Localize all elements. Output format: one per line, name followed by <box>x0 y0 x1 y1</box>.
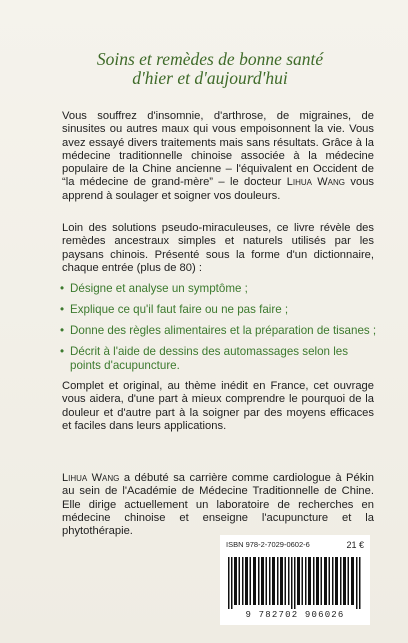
feature-list <box>60 282 380 380</box>
barcode-number: 9 782702 906026 <box>245 610 345 620</box>
intro-text-start: Vous souffrez d'insomnie, d'arthrose, de migraines, de sinusites ou autres maux qui vous empoisonnent la vie. Vous avez essayé divers traitements mais sans résultats. Grâce à la médecine traditionnelle chinoise associée à la médecine populaire de la Chine ancienne – l'équivalent en Occident de “la médecine de grand-mère” – le docteur <box>62 110 374 189</box>
feature-text: Décrit à l'aide de dessins des automassages selon les points d'acupuncture. <box>70 345 349 372</box>
isbn-text: ISBN 978-2-7029-0602-6 <box>226 540 310 549</box>
cover-title <box>40 50 380 88</box>
title-line-1: Soins et remèdes de bonne santé <box>96 49 324 69</box>
bullet-icon: • <box>60 324 65 337</box>
feature-text: Désigne et analyse un symptôme ; <box>70 282 248 295</box>
feature-item <box>60 345 380 373</box>
author-bio <box>62 472 374 538</box>
bio-author-name: Lihua Wang <box>62 472 120 484</box>
bio-text: a débuté sa carrière comme cardiologue à Pékin au sein de l'Académie de Médecine Traditionnelle de Chine. Elle dirige actuellement un laboratoire de recherches en médecine chinoise et enseigne l'acupuncture et la phytothérapie. <box>62 472 374 538</box>
feature-item <box>60 324 380 338</box>
feature-item <box>60 303 380 317</box>
price-text: 21 € <box>346 540 364 550</box>
summary-paragraph: Complet et original, au thème inédit en France, cet ouvrage vous aidera, d'une part à mieux comprendre le pourquoi de la douleur et d'autre part à la soigner par des moyens efficaces et faciles dans leurs applications. <box>62 380 374 432</box>
feature-text: Explique ce qu'il faut faire ou ne pas faire ; <box>70 303 289 316</box>
intro-author-name: Lihua Wang <box>286 176 345 189</box>
barcode-panel <box>220 535 370 625</box>
intro-text-end: vous apprend à soulager et soigner vos douleurs. <box>62 176 375 202</box>
feature-item <box>60 282 380 296</box>
bullet-icon: • <box>60 282 65 295</box>
title-line-2: d'hier et d'aujourd'hui <box>132 68 288 88</box>
barcode-icon <box>228 557 362 609</box>
bullet-icon: • <box>60 303 65 316</box>
isbn-line <box>226 539 364 551</box>
bullet-icon: • <box>60 345 65 358</box>
description-paragraph: Loin des solutions pseudo-miraculeuses, ce livre révèle des remèdes ancestraux simples et naturels utilisés par les paysans chinois. Présenté sous la forme d'un dictionnaire, chaque entrée (plus de 80) : <box>62 222 374 274</box>
intro-paragraph <box>62 110 374 203</box>
feature-text: Donne des règles alimentaires et la préparation de tisanes ; <box>70 324 377 337</box>
